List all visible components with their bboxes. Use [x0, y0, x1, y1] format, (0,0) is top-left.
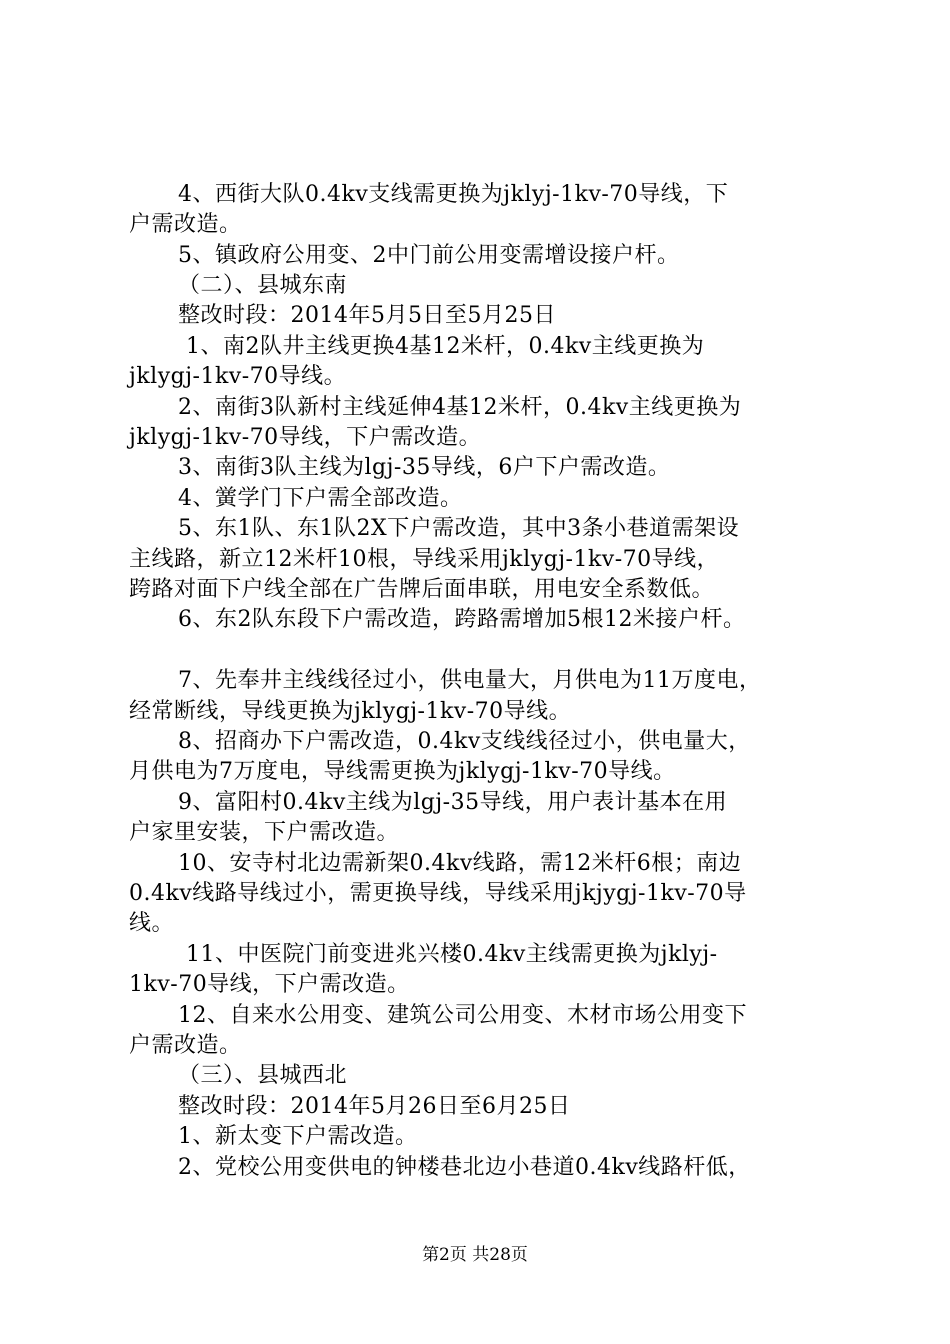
text-line-23: 0.4kv线路导线过小，需更换导线，导线采用jkjygj-1kv-70导 — [129, 881, 747, 906]
section-heading-northwest: （三）、县城西北 — [178, 1063, 348, 1088]
text-line-15: 6、东2队东段下户需改造，跨路需增加5根12米接户杆。 — [178, 607, 746, 632]
text-line-3: 5、镇政府公用变、2中门前公用变需增设接户杆。 — [178, 243, 680, 268]
text-line-11: 4、黉学门下户需全部改造。 — [178, 486, 463, 511]
text-line-12: 5、东1队、东1队2X下户需改造，其中3条小巷道需架设 — [178, 516, 740, 541]
text-line-1: 4、西街大队0.4kv支线需更换为jklyj-1kv-70导线，下 — [178, 182, 729, 207]
text-line-21: 户家里安装，下户需改造。 — [129, 820, 400, 845]
text-line-31: 1、新太变下户需改造。 — [178, 1124, 418, 1149]
text-line-13: 主线路，新立12米杆10根，导线采用jklygj-1kv-70导线， — [129, 547, 720, 572]
section-heading-southeast: （二）、县城东南 — [178, 273, 348, 298]
text-line-6: 1、南2队井主线更换4基12米杆，0.4kv主线更换为 — [186, 334, 705, 359]
text-line-5: 整改时段：2014年5月5日至5月25日 — [178, 303, 556, 328]
text-line-32: 2、党校公用变供电的钟楼巷北边小巷道0.4kv线路杆低， — [178, 1155, 751, 1180]
text-line-20: 9、富阳村0.4kv主线为lgj-35导线，用户表计基本在用 — [178, 790, 728, 815]
text-line-7: jklygj-1kv-70导线。 — [129, 364, 347, 389]
text-line-2: 户需改造。 — [129, 212, 242, 237]
text-line-8: 2、南街3队新村主线延伸4基12米杆，0.4kv主线更换为 — [178, 395, 742, 420]
text-line-25: 11、中医院门前变进兆兴楼0.4kv主线需更换为jklyj- — [186, 942, 718, 967]
text-line-10: 3、南街3队主线为lgj-35导线，6户下户需改造。 — [178, 455, 671, 480]
text-line-27: 12、自来水公用变、建筑公司公用变、木材市场公用变下 — [178, 1003, 747, 1028]
text-line-17: 经常断线，导线更换为jklygj-1kv-70导线。 — [129, 699, 572, 724]
text-line-24: 线。 — [129, 911, 175, 936]
text-line-26: 1kv-70导线，下户需改造。 — [129, 972, 410, 997]
text-line-14: 跨路对面下户线全部在广告牌后面串联，用电安全系数低。 — [129, 577, 715, 602]
text-line-16: 7、先奉井主线线径过小，供电量大，月供电为11万度电， — [178, 668, 762, 693]
text-line-9: jklygj-1kv-70导线，下户需改造。 — [129, 425, 482, 450]
text-line-30: 整改时段：2014年5月26日至6月25日 — [178, 1094, 571, 1119]
text-line-28: 户需改造。 — [129, 1033, 242, 1058]
text-line-19: 月供电为7万度电，导线需更换为jklygj-1kv-70导线。 — [129, 759, 676, 784]
text-line-18: 8、招商办下户需改造，0.4kv支线线径过小，供电量大， — [178, 729, 751, 754]
text-line-22: 10、安寺村北边需新架0.4kv线路，需12米杆6根；南边 — [178, 851, 742, 876]
page-number-footer: 第2页 共28页 — [422, 1245, 528, 1265]
